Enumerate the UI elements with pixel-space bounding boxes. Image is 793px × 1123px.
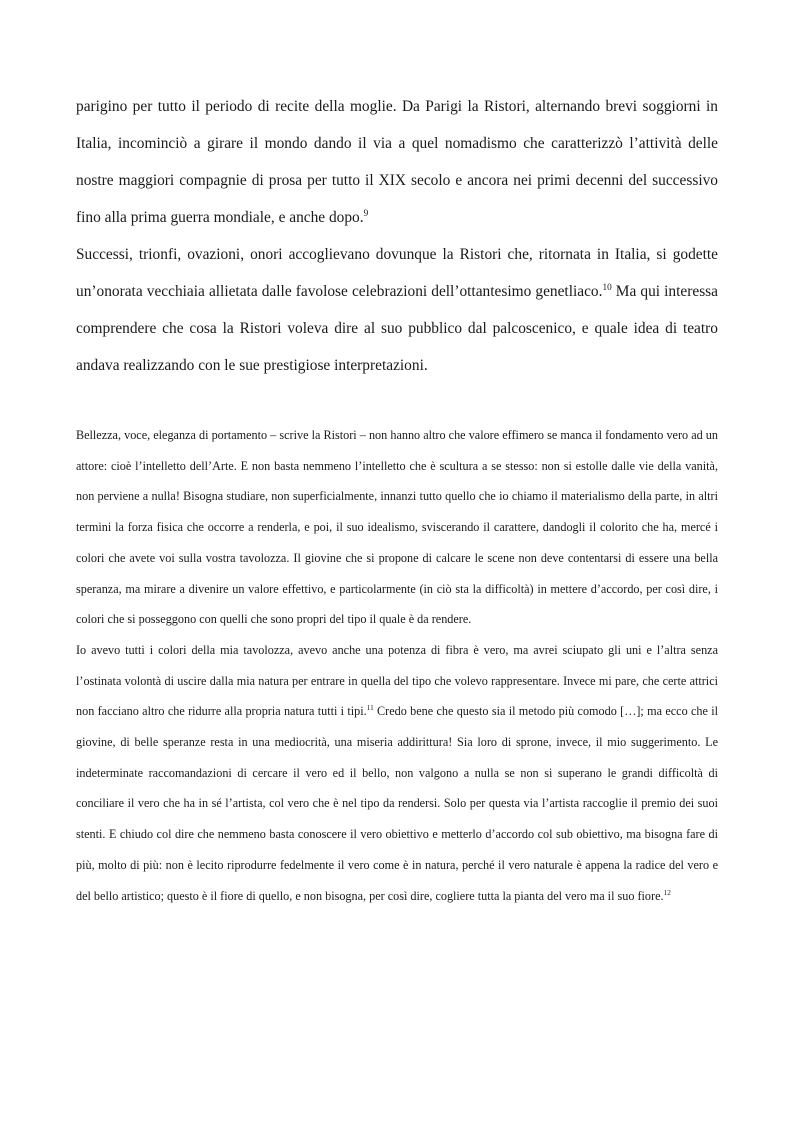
quote-paragraph-2-text-b: Credo bene che questo sia il metodo più comodo […]; ma ecco che il giovine, di belle speranze resta in una mediocrità, una miseria addirittura! Sia loro di sprone, invece, il mio suggerimento. Le indeterminate raccomandazioni di cercare il vero ed il bello, non valgono a nulla se non si superano le grandi difficoltà di conciliare il vero che ha in sé l’artista, col vero che è nel tipo da rendersi. Solo per questa via l’artista raccoglie il premio dei suoi stenti. E chiudo col dire che nemmeno basta conoscere il vero obiettivo e metterlo d’accordo col sub obiettivo, ma bisogna fare di più, molto di più: non è lecito riprodurre fedelmente il vero come è in natura, perché il vero naturale è appena la radice del vero e del bello artistico; questo è il fiore di quello, e non bisogna, per così dire, cogliere tutta la pianta del vero ma il suo fiore. — [76, 704, 718, 903]
main-paragraph-2-text-a: Successi, trionfi, ovazioni, onori accoglievano dovunque la Ristori che, ritornata in Italia, si godette un’onorata vecchiaia allietata dalle favolose celebrazioni dell’ottantesimo genetliaco. — [76, 246, 718, 300]
main-paragraph-1-text: parigino per tutto il periodo di recite della moglie. Da Parigi la Ristori, alternando brevi soggiorni in Italia, incominciò a girare il mondo dando il via a quel nomadismo che caratterizzò l’attività delle nostre maggiori compagnie di prosa per tutto il XIX secolo e ancora nei primi decenni del successivo fino alla prima guerra mondiale, e anche dopo. — [76, 98, 718, 226]
main-paragraph-1 — [76, 88, 718, 236]
quote-paragraph-2-text-a: Io avevo tutti i colori della mia tavolozza, avevo anche una potenza di fibra è vero, ma avrei sciupato gli uni e l’altra senza l’ostinata volontà di uscire dalla mia natura per entrare in quella del tipo che volevo rappresentare. Invece mi pare, che certe attrici non facciano altro che ridurre alla propria natura tutti i tipi. — [76, 642, 718, 719]
footnote-ref-9[interactable]: 9 — [363, 207, 369, 218]
quote-paragraph-1-text: Bellezza, voce, eleganza di portamento – scrive la Ristori – non hanno altro che valore effimero se manca il fondamento vero ad un attore: cioè l’intelletto dell’Arte. E non basta nemmeno l’intelletto che è scultura a se stesso: non si estolle dalle vie della vanità, non perviene a nulla! Bisogna studiare, non superficialmente, innanzi tutto quello che io chiamo il materialismo della parte, in altri termini la forza fisica che occorre a renderla, e poi, il suo idealismo, sviscerando il carattere, dandogli il colorito che ha, mercé i colori che avete voi sulla vostra tavolozza. Il giovine che si propone di calcare le scene non deve contentarsi di essere una bella speranza, ma mirare a divenire un valore effettivo, e particolarmente (in ciò sta la difficoltà) in mettere d’accordo, per così dire, i colori che si posseggono con quelli che sono propri del tipo il quale è da rendere. — [76, 428, 718, 627]
main-paragraph-2-text-b: Ma qui interessa comprendere che cosa la Ristori voleva dire al suo pubblico dal palcoscenico, e quale idea di teatro andava realizzando con le sue prestigiose interpretazioni. — [76, 283, 719, 374]
main-text — [76, 88, 718, 384]
quote-paragraph-1 — [76, 420, 718, 635]
footnote-ref-12[interactable]: 12 — [663, 887, 671, 897]
footnote-ref-11[interactable]: 11 — [366, 703, 374, 713]
footnote-ref-10[interactable]: 10 — [602, 281, 612, 292]
block-quote — [76, 420, 718, 911]
main-paragraph-2 — [76, 236, 718, 384]
quote-paragraph-2 — [76, 635, 718, 911]
